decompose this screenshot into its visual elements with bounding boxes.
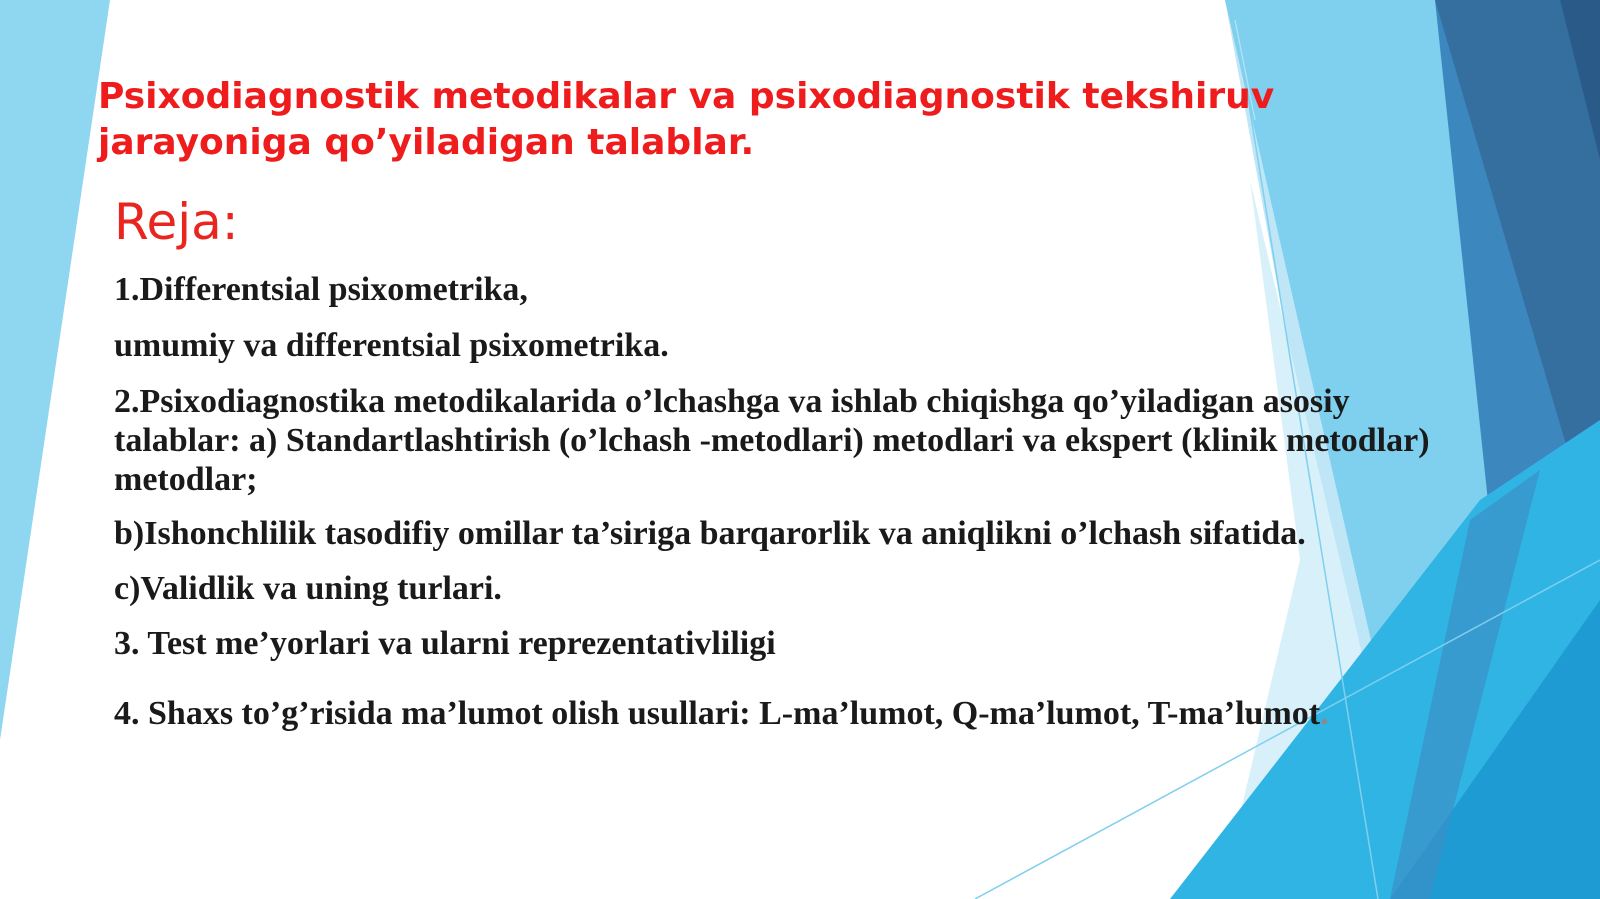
plan-item-2b: b)Ishonchlilik tasodifiy omillar ta’siriga barqarorlik va aniqlikni o’lchash sifatida.	[114, 515, 1306, 552]
plan-heading: Reja:	[114, 193, 239, 251]
plan-item-2c: c)Validlik va uning turlari.	[114, 570, 502, 607]
plan-item-4-text: 4. Shaxs to’g’risida ma’lumot olish usullari: L-ma’lumot, Q-ma’lumot, T-ma’lumot	[114, 695, 1321, 732]
plan-item-2: 2.Psixodiagnostika metodikalarida o’lchashga va ishlab chiqishga qo’yiladigan asosiy talablar: a) Standartlashtirish (o’lchash -metodlari) metodlari va ekspert (klinik metodlar) metodlar;	[114, 383, 1430, 498]
plan-item-1-subtitle: umumiy va differentsial psixometrika.	[114, 327, 669, 364]
plan-item-4	[114, 694, 1454, 733]
plan-item-1: 1.Differentsial psixometrika,	[114, 271, 528, 308]
plan-item-3: 3. Test me’yorlari va ularni reprezentativliligi	[114, 625, 776, 662]
slide-title: Psixodiagnostik metodikalar va psixodiagnostik tekshiruv jarayoniga qo’yiladigan talablar.	[98, 76, 1275, 163]
plan-item-4-trailing-dot: .	[1320, 695, 1329, 732]
